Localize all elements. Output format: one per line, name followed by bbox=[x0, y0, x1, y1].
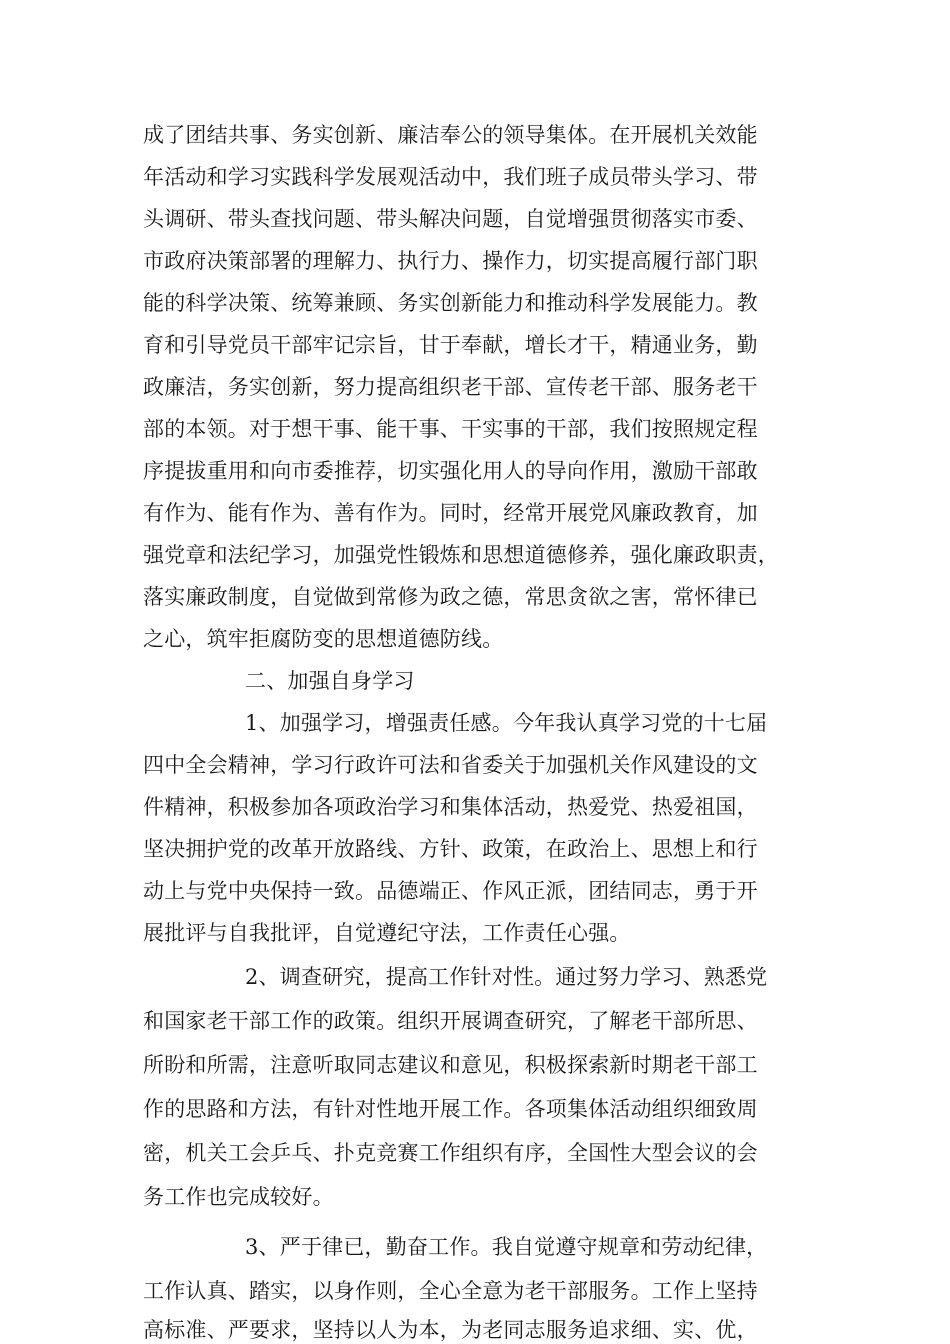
body-text-line: 2、调查研究，提高工作针对性。通过努力学习、熟悉党 bbox=[245, 965, 768, 989]
body-text-line: 3、严于律已，勤奋工作。我自觉遵守规章和劳动纪律， bbox=[245, 1235, 768, 1259]
body-text-line: 密，机关工会乒乓、扑克竞赛工作组织有序，全国性大型会议的会 bbox=[143, 1141, 758, 1165]
section-heading: 二、加强自身学习 bbox=[245, 669, 415, 693]
body-text-line: 工作认真、踏实，以身作则，全心全意为老干部服务。工作上坚持 bbox=[143, 1279, 758, 1303]
body-text-line: 务工作也完成较好。 bbox=[143, 1185, 334, 1209]
body-text-line: 成了团结共事、务实创新、廉洁奉公的领导集体。在开展机关效能 bbox=[143, 123, 758, 147]
body-text-line: 政廉洁，务实创新，努力提高组织老干部、宣传老干部、服务老干 bbox=[143, 375, 758, 399]
body-text-line: 作的思路和方法，有针对性地开展工作。各项集体活动组织细致周 bbox=[143, 1097, 758, 1121]
body-text-line: 和国家老干部工作的政策。组织开展调查研究，了解老干部所思、 bbox=[143, 1009, 758, 1033]
body-text-line: 序提拔重用和向市委推荐，切实强化用人的导向作用，激励干部敢 bbox=[143, 459, 758, 483]
body-text-line: 所盼和所需，注意听取同志建议和意见，积极探索新时期老干部工 bbox=[143, 1053, 758, 1077]
body-text-line: 件精神，积极参加各项政治学习和集体活动，热爱党、热爱祖国， bbox=[143, 795, 758, 819]
body-text-line: 部的本领。对于想干事、能干事、干实事的干部，我们按照规定程 bbox=[143, 417, 758, 441]
body-text-line: 强党章和法纪学习，加强党性锻炼和思想道德修养，强化廉政职责， bbox=[143, 543, 779, 567]
body-text-line: 之心，筑牢拒腐防变的思想道德防线。 bbox=[143, 627, 504, 651]
body-text-line: 有作为、能有作为、善有作为。同时，经常开展党风廉政教育，加 bbox=[143, 501, 758, 525]
body-text-line: 年活动和学习实践科学发展观活动中，我们班子成员带头学习、带 bbox=[143, 165, 758, 189]
body-text-line: 高标准、严要求，坚持以人为本，为老同志服务追求细、实、优， bbox=[143, 1318, 758, 1342]
body-text-line: 能的科学决策、统筹兼顾、务实创新能力和推动科学发展能力。教 bbox=[143, 291, 758, 315]
body-text-line: 四中全会精神，学习行政许可法和省委关于加强机关作风建设的文 bbox=[143, 753, 758, 777]
body-text-line: 市政府决策部署的理解力、执行力、操作力，切实提高履行部门职 bbox=[143, 249, 758, 273]
body-text-line: 展批评与自我批评，自觉遵纪守法，工作责任心强。 bbox=[143, 921, 631, 945]
body-text-line: 坚决拥护党的改革开放路线、方针、政策，在政治上、思想上和行 bbox=[143, 837, 758, 861]
body-text-line: 落实廉政制度，自觉做到常修为政之德，常思贪欲之害，常怀律已 bbox=[143, 585, 758, 609]
body-text-line: 1、加强学习，增强责任感。今年我认真学习党的十七届 bbox=[245, 711, 768, 735]
body-text-line: 头调研、带头查找问题、带头解决问题，自觉增强贯彻落实市委、 bbox=[143, 207, 758, 231]
body-text-line: 动上与党中央保持一致。品德端正、作风正派，团结同志，勇于开 bbox=[143, 879, 758, 903]
body-text-line: 育和引导党员干部牢记宗旨，甘于奉献，增长才干，精通业务，勤 bbox=[143, 333, 758, 357]
